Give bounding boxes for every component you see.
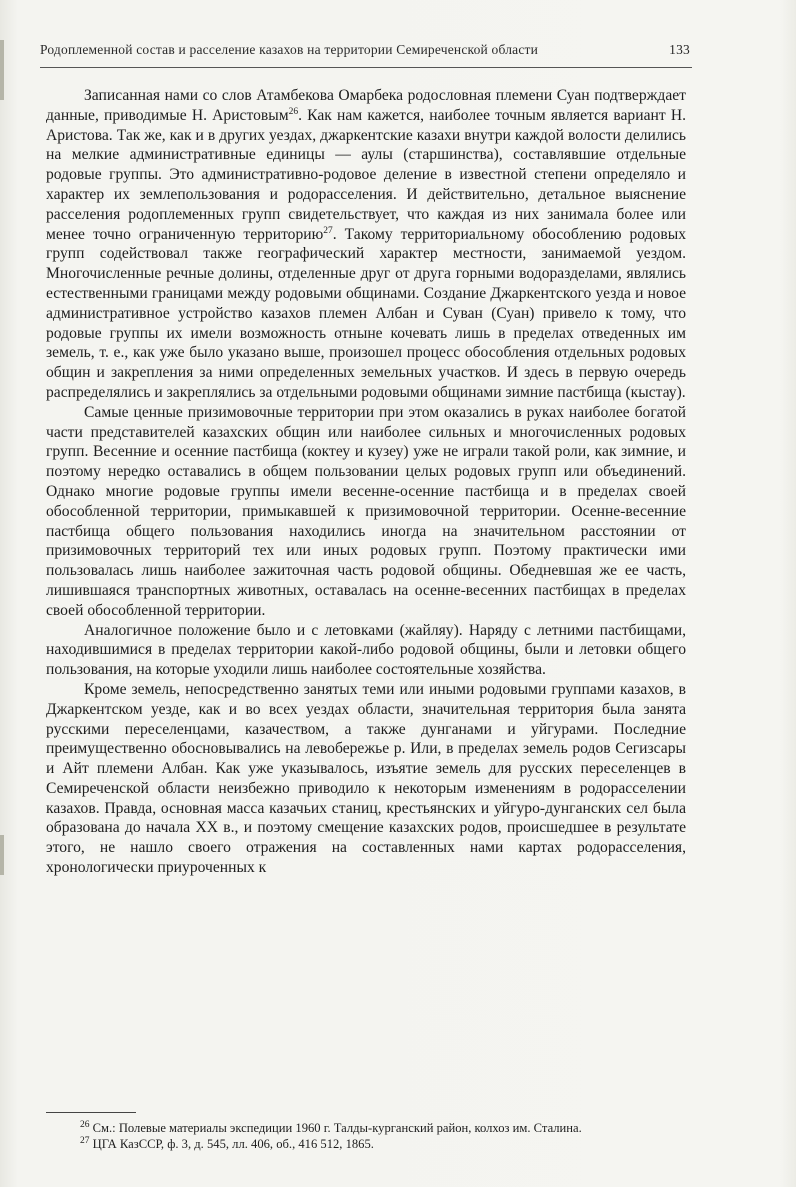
footnote [46, 1136, 686, 1152]
paragraph: Аналогичное положение было и с летовками (жайляу). Наряду с летними пастбищами, находившимися в пределах территории какой-либо родовой общины, были и летовки общего пользования, на которые уходили лишь наиболее состоятельные хозяйства. [46, 621, 686, 679]
binding-edge-mark [0, 835, 4, 875]
header-rule [40, 67, 692, 68]
paragraph-text: . Такому территориальному обособлению родовых групп содействовал также географический характер местности, занимаемой уездом. Многочисленные речные долины, отделенные друг от друга горными водоразделами, являлись естественными границами между родовыми общинами. Создание Джаркентского уезда и новое административное устройство казахов племен Албан и Суван (Суан) привело к тому, что родовые группы их имели возможность отныне кочевать лишь в пределах отведенных им земель, т. е., как уже было указано выше, произошел процесс обособления отдельных родовых общин и закрепления за ними определенных земельных участков. И здесь в первую очередь распределялись и закреплялись за отдельными родовыми общинами зимние пастбища (кыстау). [46, 225, 686, 401]
running-title: Родоплеменной состав и расселение казахов на территории Семиреченской области [40, 42, 539, 57]
footnote-text: ЦГА КазССР, ф. 3, д. 545, лл. 406, об., 416 512, 1865. [89, 1137, 374, 1151]
paragraph [46, 86, 686, 403]
footnote-number: 26 [80, 1119, 90, 1130]
main-text [46, 86, 686, 878]
footnote [46, 1120, 686, 1136]
paragraph: Кроме земель, непосредственно занятых теми или иными родовыми группами казахов, в Джаркентском уезде, как и во всех уездах области, значительная территория была занята русскими переселенцами, казачеством, а также дунганами и уйгурами. Последние преимущественно обосновывались на левобережье р. Или, в пределах земель родов Сегизсары и Айт племени Албан. Как уже указывалось, изъятие земель для русских переселенцев в Семиреченской области неизбежно приводило к некоторым изменениям в родорасселении казахов. Правда, основная масса казачьих станиц, крестьянских и уйгуро-дунганских сел была образована до начала XX в., и поэтому смещение казахских родов, происшедшее в результате этого, не нашло своего отражения на составленных нами картах родорасселения, хронологически приуроченных к [46, 680, 686, 877]
footnote-rule [46, 1112, 136, 1113]
paragraph-text: Записанная нами со слов Атамбекова Омарбека родословная племени Суан подтверждает данные, приводимые Н. Аристовым [46, 87, 686, 124]
footnote-ref: 26 [288, 106, 299, 117]
footnote-ref: 27 [323, 225, 333, 236]
running-header [40, 42, 690, 64]
binding-edge-mark [0, 40, 4, 100]
footnote-number: 27 [80, 1135, 90, 1146]
paragraph-text: . Как нам кажется, наиболее точным является вариант Н. Аристова. Так же, как и в других уездах, джаркентские казахи внутри каждой волости делились на мелкие административные единицы — аулы (старшинства), составлявшие отдельные родовые группы. Это административно-родовое деление в известной степени определяло и характер их землепользования и родорасселения. И действительно, детальное выяснение расселения родоплеменных групп свидетельствует, что каждая из них занимала более или менее точно ограниченную территорию [46, 106, 686, 243]
paragraph: Самые ценные призимовочные территории при этом оказались в руках наиболее богатой части представителей казахских общин или наиболее сильных и многочисленных родовых групп. Весенние и осенние пастбища (коктеу и кузеу) уже не играли такой роли, как зимние, и поэтому нередко оставались в общем пользовании целых родовых групп или объединений. Однако многие родовые группы имели весенне-осенние пастбища и в пределах своей обособленной территории, примыкавшей к призимовочной территории. Осенне-весенние пастбища общего пользования находились иногда на значительном расстоянии от призимовочных территорий тех или иных родовых групп. Поэтому практически ими пользовалась лишь наиболее зажиточная часть родовой общины. Обедневшая же ее часть, лишившаяся транспортных животных, оставалась на осенне-весенних пастбищах в пределах своей обособленной территории. [46, 403, 686, 619]
footnotes [46, 1120, 686, 1152]
footnote-text: См.: Полевые материалы экспедиции 1960 г. Талды-курганский район, колхоз им. Сталина. [89, 1121, 582, 1135]
page-number: 133 [669, 42, 690, 57]
